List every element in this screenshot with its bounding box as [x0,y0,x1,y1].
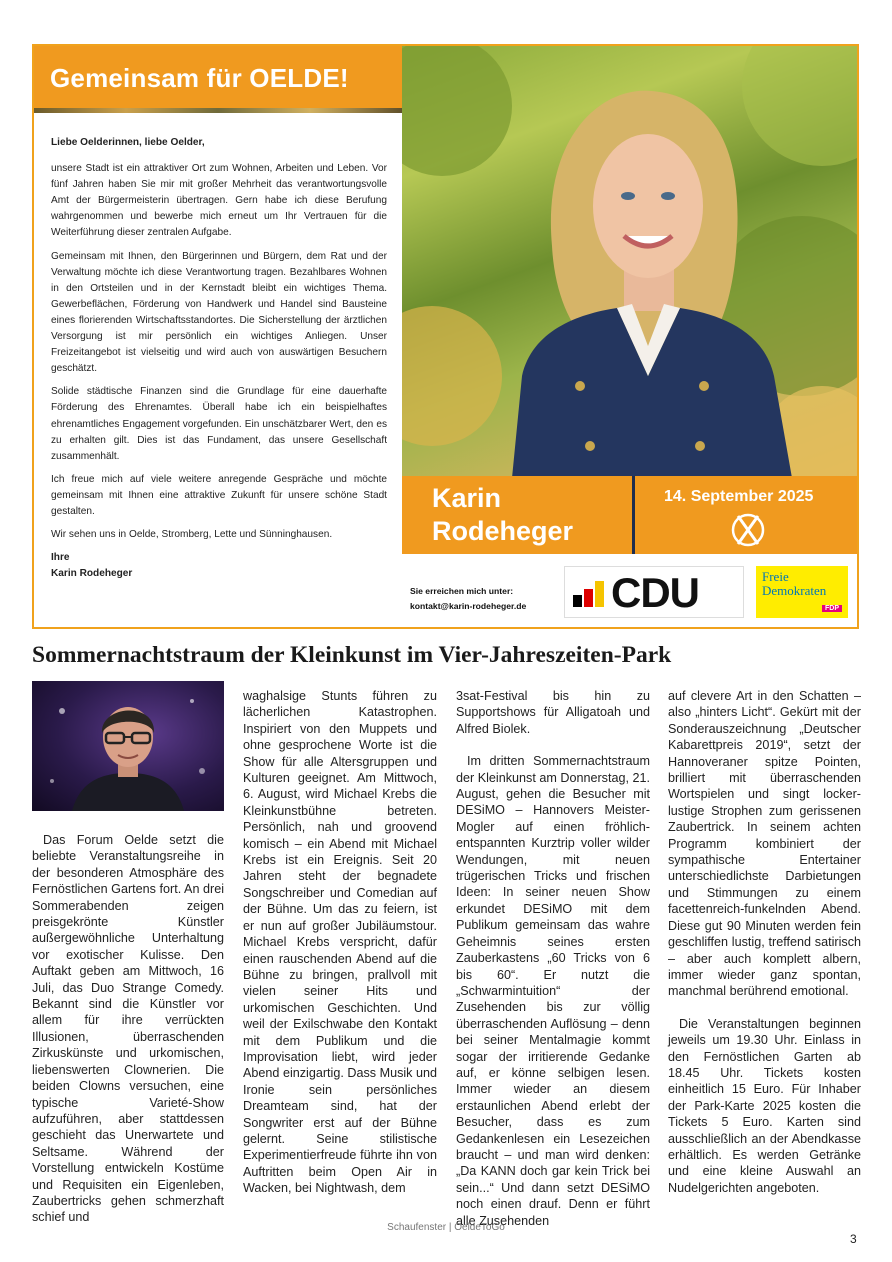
election-date: 14. September 2025 [664,488,814,505]
article-paragraph: 3sat-Festival bis hin zu Supportshows für Alligatoah und Alfred Biolek. [456,689,650,736]
article-column-3 [456,688,650,1229]
ad-signature-name: Karin Rodeheger [51,568,133,580]
fdp-logo-line-2: Demokraten [762,583,827,598]
name-bar-divider [632,476,635,554]
candidate-first-name: Karin [432,483,502,513]
ad-paragraph: Gemeinsam mit Ihnen, den Bürgerinnen und Bürgern, dem Rat und der Verwaltung möchte ich diese Verantwortung tragen. Bezahlbares Wohnen in den Ortsteilen und in der Kernstadt bleibt ein wichtiges Thema. Gewerbeflächen, Förderung von Handwerk und Handel sind Bausteine eines florierenden Wirtschaftsstandortes. Die Sicherstellung der ärztlichen Versorgung ist mir persönlich ein wichtiges Anliegen. Unser Freizeitangebot ist vielseitig und wird auch von auswärtigen Besuchern geschätzt. [51,250,387,375]
page-footer: Schaufenster | OeldeToGo [387,1222,505,1233]
article-column-1 [32,832,224,1226]
fdp-logo-line-1: Freie [762,569,789,584]
contact-email[interactable]: kontakt@karin-rodeheger.de [410,601,527,611]
page-number: 3 [850,1232,857,1246]
ad-text-panel [34,46,402,627]
article-paragraph: Das Forum Oelde setzt die beliebte Veranstaltungsreihe in der besonderen Atmosphäre des Fernöstlichen Gartens fort. An drei Sommerabenden zeigen preisgekrönte Künstler außergewöhnliche Unterhaltung vor exotischer Kulisse. Den Auftakt geben am Mittwoch, 16 Juli, das Duo Strange Comedy. Bekannt sind die Künstler vor allem für ihre verrückten Illusionen, überraschenden Zirkuskünste und urkomischen, liebenswerten Clownerien. Die beiden Clowns versuchen, eine typische Varieté-Show aufzuführen, aber stattdessen geschieht das Unerwartete und Seltsame. Während der Vorstellung entwickeln Kostüme und Requisiten ein Eigenleben, Zaubertricks gehen schmerzhaft schief und [32,833,224,1225]
article-photo [32,681,224,811]
ad-banner-title: Gemeinsam für OELDE! [34,46,402,110]
article-paragraph: Die Veranstaltungen beginnen jeweils um 19.30 Uhr. Einlass in den Fernöstlichen Garten ab 18.45 Uhr. Tickets kosten einheitlich 15 Euro. Für Inhaber der Park-Karte 2025 kosten die Tickets 5 Euro. Karten sind ausschließlich an der Abendkasse erhältlich. Es werden Getränke und eine kleine Auswahl an Nudelgerichten angeboten. [668,1016,861,1195]
ad-paragraph: Wir sehen uns in Oelde, Stromberg, Lette und Sünninghausen. [51,529,333,541]
fdp-logo-mark: FDP [822,605,842,612]
fdp-logo [756,566,848,618]
cdu-flag-icon [573,581,607,607]
article-paragraph: waghalsige Stunts führen zu lächerlichen Katastrophen. Inspiriert von den Muppets und ohne gesprochene Worte ist die Show für alle Altersgruppen und Kulturen geeignet. Am Mittwoch, 6. August, wird Michael Krebs die Kleinkunstbühne betreten. Persönlich, nah und groovend komisch – ein Abend mit Michael Krebs ist ein Ereignis. Seit 20 Jahren steht der begnadete Songschreiber und Comedian auf der Bühne. Um das zu feiern, ist er nun auf großer Jubiläumstour. Michael Krebs verspricht, dafür einen rauschenden Abend auf die Bühne zu bringen, prallvoll mit vielen seiner Hits und urkomischen Geschichten. Und weil der Exilschwabe den Kontakt mit dem Publikum und die Improvisation liebt, wird jeder Abend einzigartig. Dass Musik und Ironie sein persönliches Dreamteam sind, hat der Songwriter erst auf der Bühne gelernt. Seine stilistische Experimentierfreude führte ihn von Auftritten beim Open Air in Wacken, bei Nightwash, dem [243,689,437,1196]
ad-greeting: Liebe Oelderinnen, liebe Oelder, [51,137,205,148]
candidate-name-bar [402,476,859,554]
ad-paragraph: Ich freue mich auf viele weitere anregende Gespräche und möchte gemeinsam mit Ihnen eine attraktive Zukunft für unsere schöne Stadt gestalten. [51,473,387,517]
candidate-last-name: Rodeheger [432,516,574,546]
article-paragraph: auf clevere Art in den Schatten – also „hinters Licht“. Gekürt mit der Sonderauszeichnung „Deutscher Kabarettpreis 2019“, setzt der Hannoveraner spitze Pointen, brilliert mit überraschenden Wortspielen und singt locker-lustige Strophen zum gerissenen Zaubertrick. In seinem achten Programm kombiniert der sympathische Entertainer unterschiedlichste Darbietungen und Stimmungen zu einem facettenreich-funkelnden Abend. Diese gut 90 Minuten werden fein geschliffen lustig, treffend satirisch – aber auch komplett albern, immer wieder ganz spontan, manchmal berührend emotional. [668,689,861,999]
ad-signature-salutation: Ihre [51,552,70,564]
cdu-logo [564,566,744,618]
cdu-logo-text: CDU [611,569,699,616]
ballot-cross-icon [730,512,766,548]
article-column-2 [243,688,437,1197]
ad-letter [51,135,387,582]
candidate-photo [402,46,859,478]
article-headline: Sommernachtstraum der Kleinkunst im Vier-Jahreszeiten-Park [32,642,672,668]
election-ad [32,44,859,629]
contact-block [410,584,526,614]
contact-label: Sie erreichen mich unter: [410,586,514,596]
article-column-4 [668,688,861,1196]
article-paragraph: Im dritten Sommernachtstraum der Kleinkunst am Donnerstag, 21. August, gehen die Besucher mit DESiMO – Hannovers Meister-Mogler auf einen fröhlich-entspannten Kurztrip voller wilder Wendungen, mit neuen trügerischen Tricks und frischen Ideen: In seiner neuen Show erkundet DESiMO mit dem Publikum gemeinsam das wahre Geheimnis seines ersten Zauberkastens „60 Tricks von 6 bis 60“. Er nutzt die „Schwarmintuition“ der Zusehenden bis zur völlig überraschenden Auflösung – denn bei seiner Mentalmagie kommt sogar der irritierende Gedanke auf, er könne selbigen lesen. Immer wieder an diesem erstaunlichen Abend erlebt der Besucher, dass es zum Gedankenlesen ein Lesezeichen braucht – und man wird denken: „Da KANN doch gar kein Trick bei sein...“ Und dann setzt DESiMO noch einen drauf. Denn er führt alle Zusehenden [456,754,650,1228]
ad-paragraph: unsere Stadt ist ein attraktiver Ort zum Wohnen, Arbeiten und Leben. Vor fünf Jahren haben Sie mir mit großer Mehrheit das verantwortungsvolle Amt der Bürgermeisterin übertragen. Gern habe ich diese Berufung wahrgenommen und bewerbe mich erneut um Ihr Vertrauen für die Weiterführung dieser zentralen Aufgabe. [51,163,387,239]
candidate-name [432,482,573,548]
ad-paragraph: Solide städtische Finanzen sind die Grundlage für eine dauerhafte Förderung des Ehrenamtes. Überall habe ich ein beispielhaftes ehrenamtliches Engagement vorgefunden. Ein unschätzbarer Wert, den es zu erhalten gilt. Dies ist das Fundament, das unsere Gesellschaft zusammenhält. [51,386,387,462]
ad-banner-strip [34,108,402,113]
